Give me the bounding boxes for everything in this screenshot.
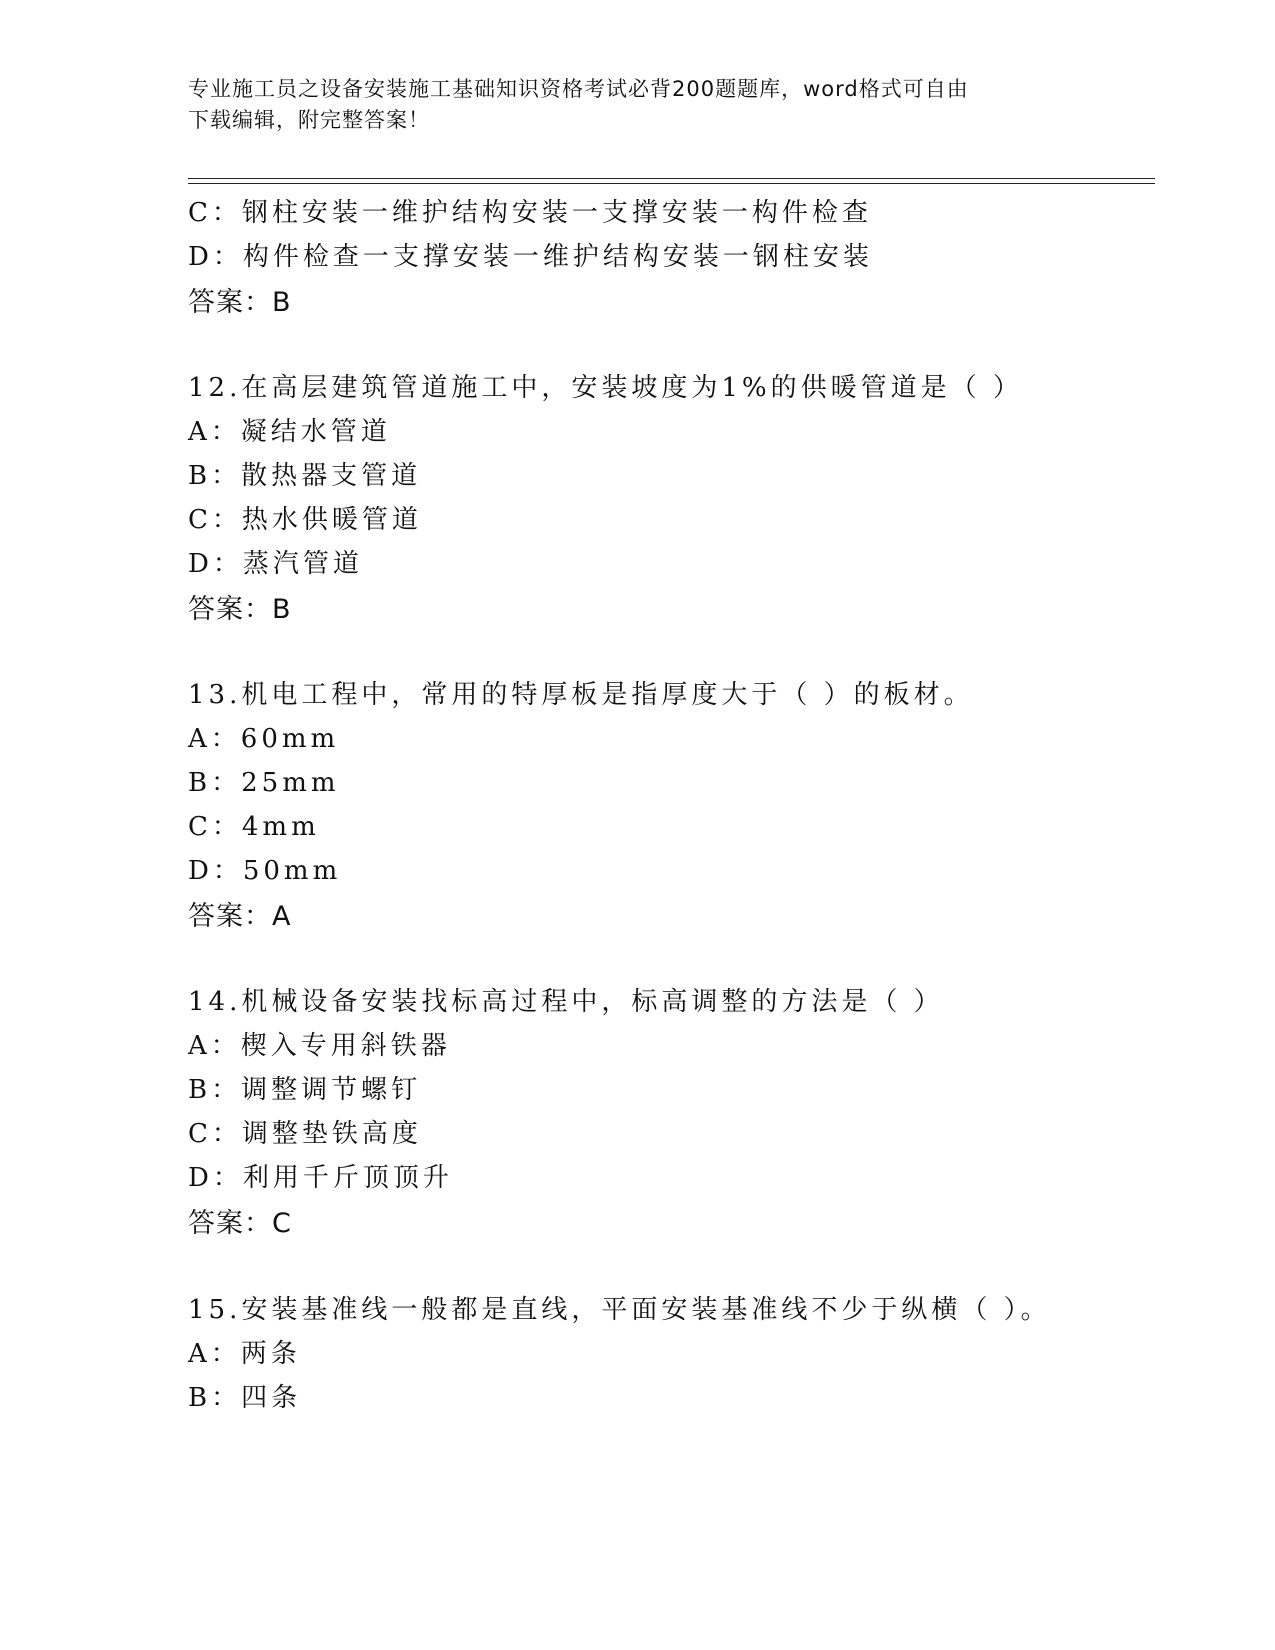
- q15-option-b: B：四条: [188, 1383, 302, 1413]
- q14-option-c: C：调整垫铁高度: [188, 1119, 422, 1149]
- q14-option-b: B：调整调节螺钉: [188, 1075, 422, 1105]
- q13-option-d: D：50mm: [188, 856, 342, 886]
- q12-option-d: D：蒸汽管道: [188, 549, 363, 579]
- q12-answer: 答案：B: [188, 594, 292, 625]
- q11-option-c: C：钢柱安装一维护结构安装一支撑安装一构件检查: [188, 198, 872, 228]
- q15-stem: 15.安装基准线一般都是直线，平面安装基准线不少于纵横（ ）。: [188, 1295, 1051, 1325]
- header-line-1: 专业施工员之设备安装施工基础知识资格考试必背200题题库，word格式可自由: [188, 77, 969, 101]
- q12-option-b: B：散热器支管道: [188, 461, 422, 491]
- header-divider-top: [188, 178, 1155, 179]
- q14-answer: 答案：C: [188, 1208, 292, 1239]
- header-divider-bottom: [188, 183, 1155, 184]
- q13-stem: 13.机电工程中，常用的特厚板是指厚度大于（ ）的板材。: [188, 680, 974, 710]
- q13-answer: 答案：A: [188, 901, 292, 932]
- q13-option-a: A：60mm: [188, 724, 340, 754]
- q13-option-c: C：4mm: [188, 812, 320, 842]
- q12-stem: 12.在高层建筑管道施工中，安装坡度为1%的供暖管道是（ ）: [188, 373, 1023, 403]
- document-header: [188, 74, 1088, 136]
- q14-stem: 14.机械设备安装找标高过程中，标高调整的方法是（ ）: [188, 987, 944, 1017]
- q12-option-c: C：热水供暖管道: [188, 505, 422, 535]
- q13-option-b: B：25mm: [188, 768, 340, 798]
- q15-option-a: A：两条: [188, 1339, 301, 1369]
- q11-answer: 答案：B: [188, 287, 292, 318]
- header-line-2: 下载编辑，附完整答案！: [188, 108, 430, 132]
- q11-option-d: D：构件检查一支撑安装一维护结构安装一钢柱安装: [188, 242, 873, 272]
- q14-option-a: A：楔入专用斜铁器: [188, 1031, 451, 1061]
- q12-option-a: A：凝结水管道: [188, 417, 391, 447]
- q14-option-d: D：利用千斤顶顶升: [188, 1163, 453, 1193]
